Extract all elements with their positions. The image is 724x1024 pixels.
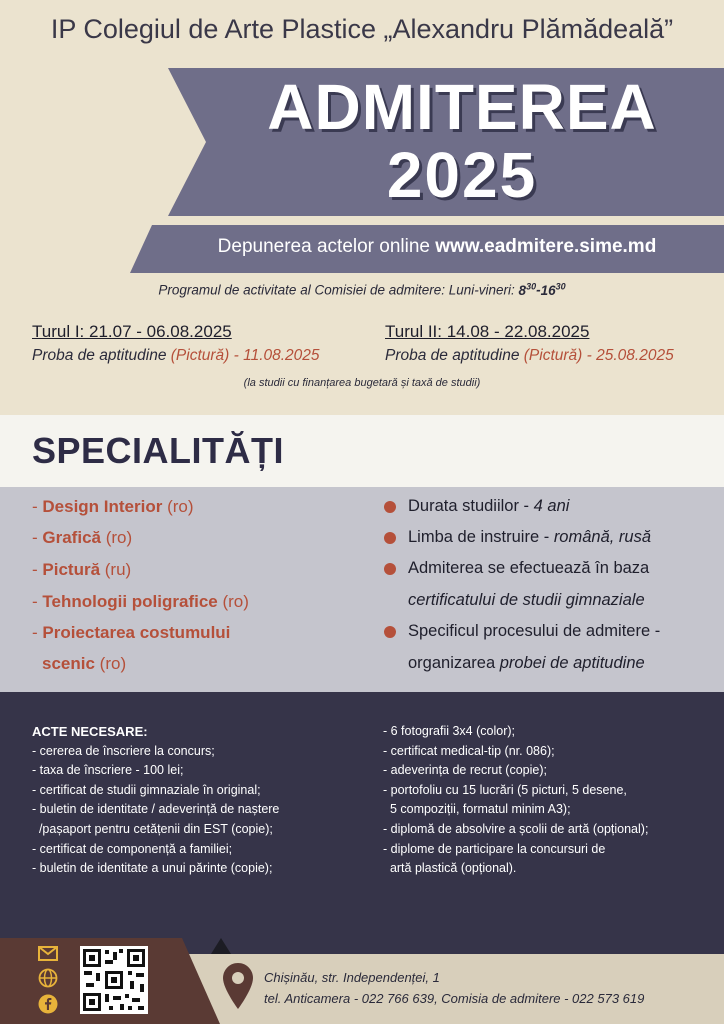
info-admission-line2: certificatului de studii gimnaziale	[408, 591, 645, 609]
round-2-title: Turul II: 14.08 - 22.08.2025	[385, 322, 590, 341]
document-item: artă plastică (opțional).	[383, 861, 517, 876]
program-label: Programul de activitate al Comisiei de admitere: Luni-vineri:	[158, 282, 515, 298]
specialty-item: - Pictură (ru)	[32, 560, 132, 579]
info-duration: Durata studiilor - 4 ani	[408, 497, 570, 515]
round-2-test: Proba de aptitudine (Pictură) - 25.08.2025	[385, 347, 674, 364]
document-item: - diplome de participare la concursuri de	[383, 841, 606, 856]
year: 2025	[386, 139, 538, 211]
specialties-title: SPECIALITĂȚI	[32, 430, 285, 471]
documents-heading: ACTE NECESARE:	[32, 724, 148, 739]
facebook-icon[interactable]	[38, 994, 58, 1019]
college-name: IP Colegiul de Arte Plastice „Alexandru Plămădeală”	[50, 14, 674, 44]
round-1-title: Turul I: 21.07 - 06.08.2025	[32, 322, 232, 341]
specialty-item-continued: scenic (ro)	[42, 654, 127, 673]
online-submission	[150, 236, 724, 258]
info-specific-line1: Specificul procesului de admitere -	[408, 622, 661, 640]
bullet-dot	[384, 532, 396, 544]
documents-left	[32, 722, 372, 879]
document-item: 5 compoziții, formatul minim A3);	[383, 802, 571, 817]
info-specific-line2: organizarea probei de aptitudine	[408, 654, 645, 672]
address: Chișinău, str. Independenței, 1	[264, 970, 440, 985]
document-item: - buletin de identitate a unui părinte (copie);	[32, 861, 273, 876]
document-item: - certificat de componență a familiei;	[32, 841, 233, 856]
document-item: - taxa de înscriere - 100 lei;	[32, 763, 184, 778]
document-item: - 6 fotografii 3x4 (color);	[383, 724, 515, 738]
specialty-item: - Grafică (ro)	[32, 528, 133, 547]
bullet-dot	[384, 501, 396, 513]
round-2	[385, 322, 674, 365]
program-hours	[0, 281, 724, 298]
title: ADMITEREA	[267, 71, 657, 143]
phones: tel. Anticamera - 022 766 639, Comisia de admitere - 022 573 619	[264, 991, 645, 1006]
document-item: - buletin de identitate / adeverință de naștere	[32, 802, 280, 817]
program-dash: -	[536, 282, 541, 298]
document-item: - diplomă de absolvire a școlii de artă (opțional);	[383, 821, 649, 836]
bullet-dot	[384, 626, 396, 638]
document-item: - certificat de studii gimnaziale în original;	[32, 782, 261, 797]
specialty-item: - Tehnologii poligrafice (ro)	[32, 592, 249, 611]
documents-right	[383, 722, 718, 879]
program-start: $8^{30}$	[518, 281, 537, 298]
footer-triangle	[211, 938, 231, 954]
document-item: - adeverința de recrut (copie);	[383, 763, 547, 778]
document-item: - portofoliu cu 15 lucrări (5 picturi, 5 desene,	[383, 782, 627, 797]
online-label: Depunerea actelor online	[217, 236, 430, 257]
document-item: - certificat medical-tip (nr. 086);	[383, 743, 555, 758]
program-end: $16^{30}$	[540, 281, 566, 298]
mail-icon[interactable]	[38, 946, 58, 966]
specialty-item: - Proiectarea costumului	[32, 623, 231, 642]
document-item: /pașaport pentru cetățenii din EST (copie);	[32, 821, 273, 836]
document-item: - cererea de înscriere la concurs;	[32, 743, 215, 758]
financing-note: (la studii cu finanțarea bugetară și taxă de studii)	[243, 377, 481, 389]
specialty-item: - Design Interior (ro)	[32, 497, 194, 516]
location-pin-icon	[222, 962, 254, 1015]
info-language: Limba de instruire - română, rusă	[408, 528, 652, 546]
info-admission-line1: Admiterea se efectuează în baza	[408, 559, 650, 577]
qr-code[interactable]	[80, 946, 148, 1014]
online-url[interactable]: www.eadmitere.sime.md	[435, 236, 657, 257]
round-1	[32, 322, 320, 365]
round-1-test: Proba de aptitudine (Pictură) - 11.08.2025	[32, 347, 320, 364]
globe-icon[interactable]	[38, 968, 58, 993]
bullet-dot	[384, 563, 396, 575]
